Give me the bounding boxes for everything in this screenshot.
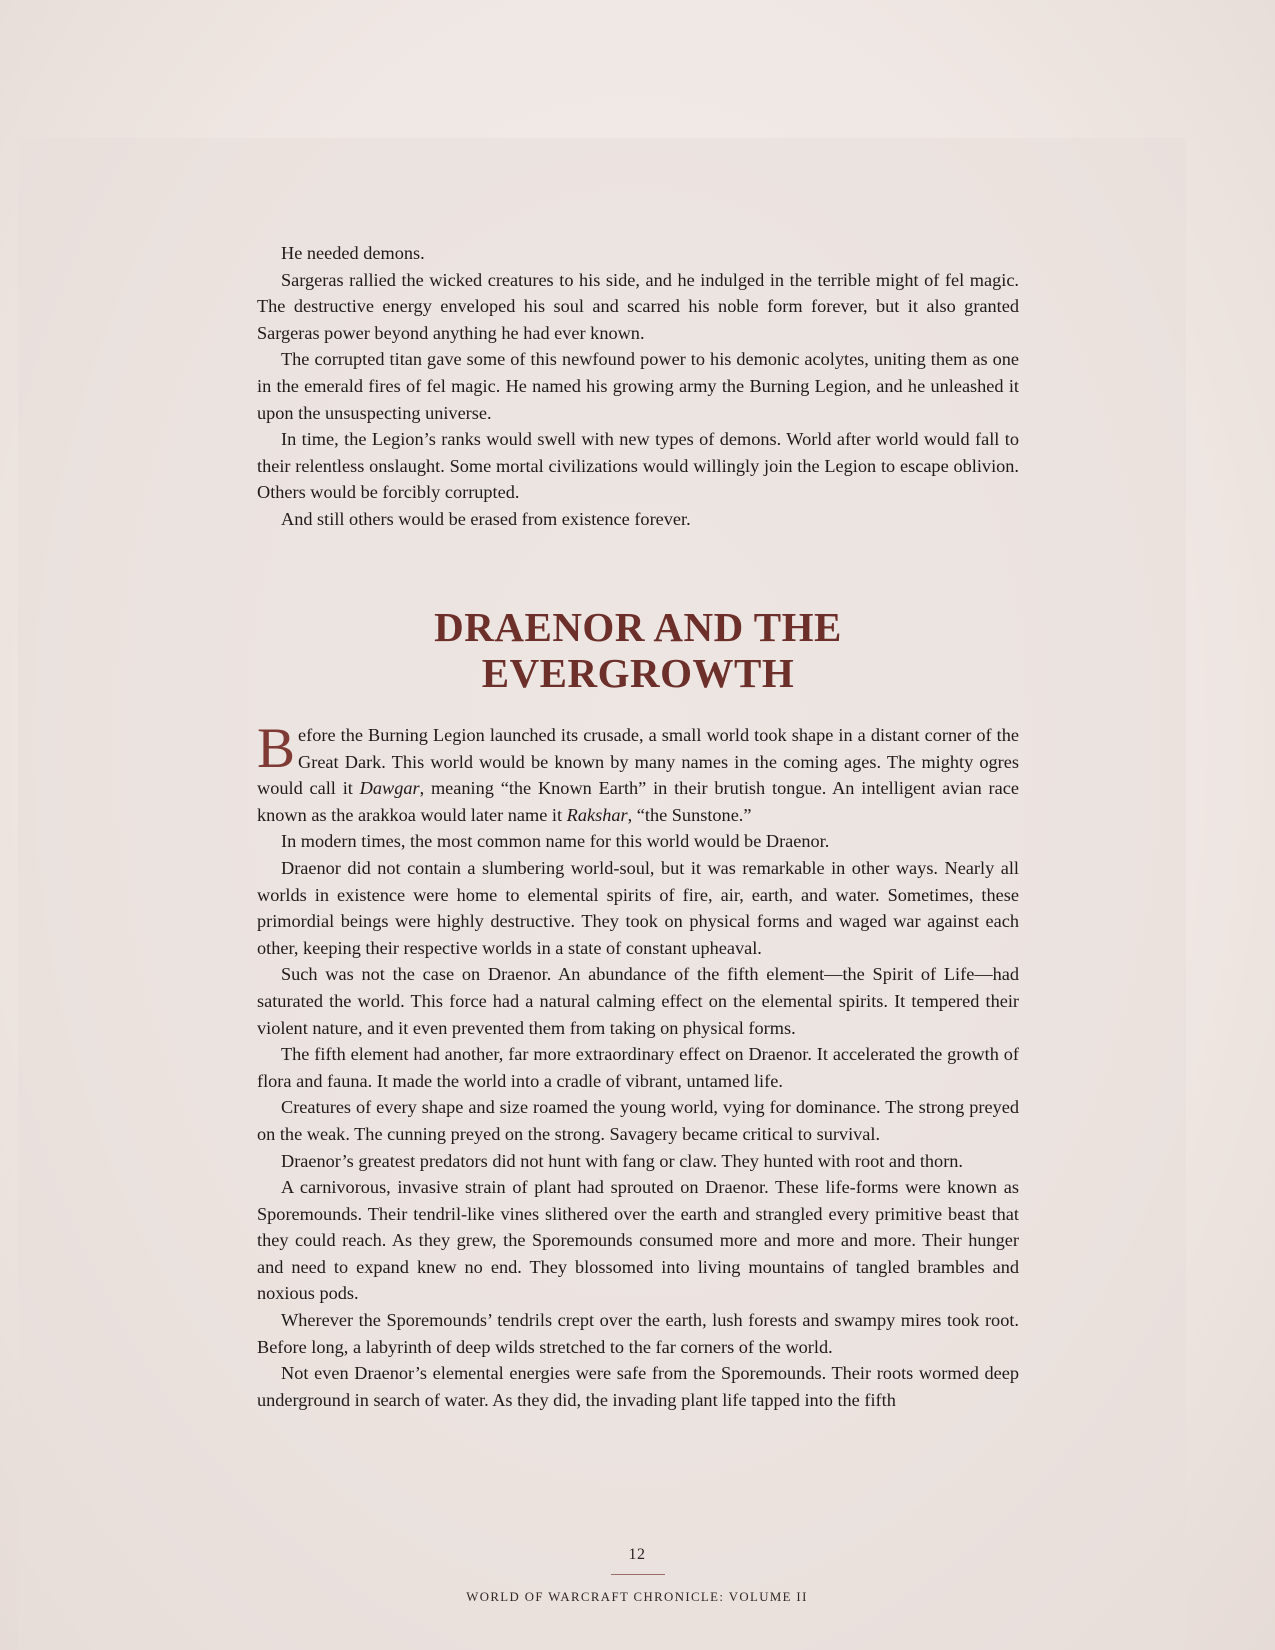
italic-name-dawgar: Dawgar <box>359 778 420 799</box>
top-text-block <box>257 240 1019 533</box>
footer-divider <box>611 1574 665 1575</box>
intro-paragraph <box>257 717 1019 828</box>
paragraph: In modern times, the most common name for this world would be Draenor. <box>281 831 830 852</box>
intro-text-part-2: , meaning “the Known Earth” in their brutish tongue. An intelligent avian race known as the arakkoa would later name it <box>257 778 1019 825</box>
italic-name-rakshar: Rakshar <box>566 804 628 825</box>
paragraph: He needed demons. <box>281 243 425 263</box>
paragraph: In time, the Legion’s ranks would swell with new types of demons. World after world would fall to their relentless onslaught. Some mortal civilizations would willingly join the Legion to escape oblivion. Others would be forcibly corrupted. <box>257 429 1019 503</box>
paragraph: Wherever the Sporemounds’ tendrils crept over the earth, lush forests and swampy mires took root. Before long, a labyrinth of deep wilds stretched to the far corners of the world. <box>257 1310 1019 1357</box>
paragraph: Such was not the case on Draenor. An abundance of the fifth element—the Spirit of Life—had saturated the world. This force had a natural calming effect on the elemental spirits. It tempered their violent nature, and it even prevented them from taking on physical forms. <box>257 964 1019 1038</box>
heading-line-1: DRAENOR AND THE <box>434 604 842 650</box>
intro-text-part-1: efore the Burning Legion launched its crusade, a small world took shape in a distant corner of the Great Dark. This world would be known by many names in the coming ages. The mighty ogres would call it <box>257 725 1019 799</box>
heading-line-2: EVERGROWTH <box>481 650 795 696</box>
paragraph: Not even Draenor’s elemental energies were safe from the Sporemounds. Their roots wormed deep underground in search of water. As they did, the invading plant life tapped into the fifth <box>257 1363 1019 1410</box>
page-number: 12 <box>628 1546 646 1563</box>
paragraph: The fifth element had another, far more extraordinary effect on Draenor. It accelerated the growth of flora and fauna. It made the world into a cradle of vibrant, untamed life. <box>257 1044 1019 1091</box>
paragraph: Draenor did not contain a slumbering world-soul, but it was remarkable in other ways. Nearly all worlds in existence were home to elemental spirits of fire, air, earth, and water. Sometimes, these primordial beings were highly destructive. They took on physical forms and waged war against each other, keeping their respective worlds in a state of constant upheaval. <box>257 857 1019 958</box>
paragraph: Creatures of every shape and size roamed the young world, vying for dominance. The strong preyed on the weak. The cunning preyed on the strong. Savagery became critical to survival. <box>257 1097 1019 1144</box>
paragraph: And still others would be erased from existence forever. <box>281 508 691 529</box>
intro-text-part-3: , “the Sunstone.” <box>627 804 752 825</box>
paragraph: Sargeras rallied the wicked creatures to his side, and he indulged in the terrible might of fel magic. The destructive energy enveloped his soul and scarred his noble form forever, but it also granted Sargeras power beyond anything he had ever known. <box>257 269 1019 343</box>
book-title: WORLD OF WARCRAFT CHRONICLE: VOLUME II <box>466 1590 808 1604</box>
paragraph: Draenor’s greatest predators did not hunt with fang or claw. They hunted with root and thorn. <box>281 1150 963 1171</box>
paragraph: A carnivorous, invasive strain of plant had sprouted on Draenor. These life-forms were known as Sporemounds. Their tendril-like vines slithered over the earth and strangled every primitive beast that they could reach. As they grew, the Sporemounds consumed more and more and more. Their hunger and need to expand knew no end. They blossomed into living mountains of tangled brambles and noxious pods. <box>257 1177 1019 1304</box>
chapter-heading <box>257 604 1019 696</box>
main-text-block <box>257 717 1019 1413</box>
paragraph: The corrupted titan gave some of this newfound power to his demonic acolytes, uniting them as one in the emerald fires of fel magic. He named his growing army the Burning Legion, and he unleashed it upon the unsuspecting universe. <box>257 349 1019 423</box>
drop-cap: B <box>257 717 296 780</box>
